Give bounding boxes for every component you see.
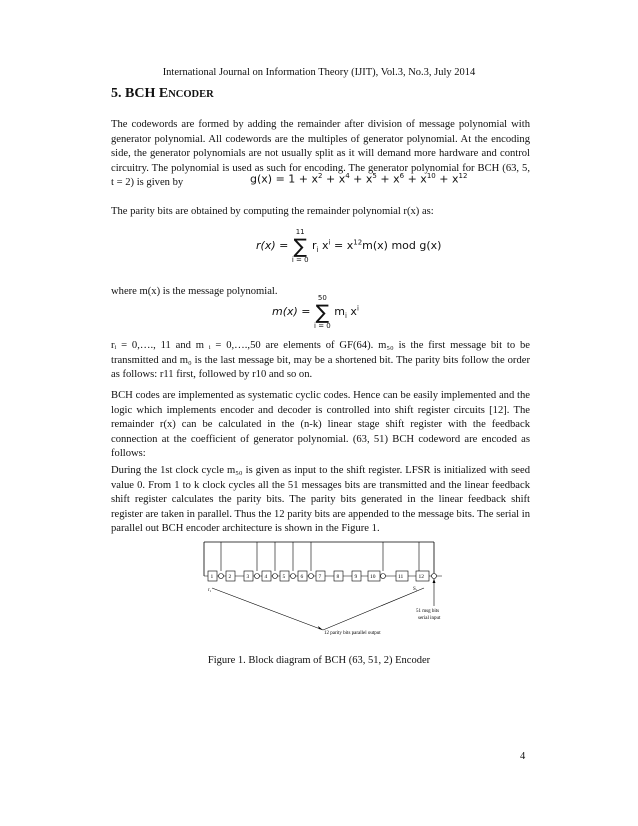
paragraph-elements: rᵢ = 0,…., 11 and m ᵢ = 0,….,50 are elements of GF(64). m₅₀ is the first message bit to be transmitted and m₀ is the last message bit, may be a shortened bit. The parity bits follow the order as follows: r11 first, followed by r10 and so on. [111, 340, 530, 381]
paragraph-message: where m(x) is the message polynomial. [111, 286, 278, 297]
page-number: 4 [520, 751, 526, 762]
equation-generator: $g(x) = 1 + x^2 + x^4 + x^5 + x^6 + x^{10} + x^{12}$ [250, 172, 468, 186]
xor-icon [273, 574, 278, 579]
xor-icon [255, 574, 260, 579]
section-title-rest: NCODER [168, 89, 214, 100]
summation-message: 50 ∑ i = 0 [314, 294, 331, 330]
xor-icon [219, 574, 224, 579]
label-input-serial: serial input [418, 616, 441, 621]
label-input: 51 msg bits [416, 609, 440, 614]
section-title-first: BCH E [125, 86, 169, 101]
paragraph-codewords: The codewords are formed by adding the remainder after division of message polynomial with generator polynomial. All codewords are the multiples of generator polynomial. At the encoding side, the generator polynomials are not usually split as it will demand more hardware and control circuitry. The polynomial is used as such for encoding. The generator polynomial for BCH (63, 5, t = 2) is given by [111, 119, 530, 189]
cell-label: 3 [246, 574, 250, 580]
xor-icon [381, 574, 386, 579]
cell-label: 12 [418, 574, 424, 580]
cell-label: 10 [370, 574, 376, 580]
cell-label: 2 [228, 574, 232, 580]
equation-message: m(x) = 50 ∑ i = 0 $m_i$ $x^i$ [272, 294, 359, 330]
label-output: 12 parity bits parallel output [324, 631, 381, 636]
figure-caption: Figure 1. Block diagram of BCH (63, 51, 2) Encoder [207, 655, 431, 666]
bch-encoder-block-diagram [198, 538, 448, 640]
cell-label: 7 [318, 574, 322, 580]
cell-label: 6 [300, 574, 304, 580]
xor-icon [432, 574, 437, 579]
cell-label: 8 [336, 574, 340, 580]
label-s1: S₁ [413, 587, 418, 592]
cell-label: 4 [264, 574, 268, 580]
xor-icon [309, 574, 314, 579]
label-r1: r₁ [208, 588, 212, 593]
section-heading [111, 86, 214, 102]
paragraph-parity: The parity bits are obtained by computing the remainder polynomial r(x) as: [111, 206, 434, 217]
paragraph-clock-cycle: During the 1st clock cycle m₅₀ is given as input to the shift register. LFSR is initialized with seed value 0. From 1 to k clock cycles all the 51 messages bits are transmitted and the linear feedback shift register calculates the parity bits. The parity bits generated in the linear feedback shift register are taken in parallel. Thus the 12 parity bits are appended to the message bits. The serial in parallel out BCH encoder architecture is shown in the Figure 1. [111, 465, 530, 535]
cell-label: 11 [398, 574, 404, 580]
cell-label: 1 [210, 574, 214, 580]
cell-label: 9 [354, 574, 358, 580]
equation-remainder: r(x) = 11 ∑ i = 0 $r_i$ $x^i = x^{12}m(x)$ mod g(x) [256, 228, 442, 264]
xor-icon [291, 574, 296, 579]
cell-label: 5 [282, 574, 286, 580]
section-number: 5. [111, 86, 122, 101]
summation-remainder: 11 ∑ i = 0 [291, 228, 309, 264]
paragraph-systematic: BCH codes are implemented as systematic cyclic codes. Hence can be easily implemented and the logic which implements encoder and decoder is controlled into shift register circuits [12]. The remainder r(x) can be calculated in the (n-k) linear stage shift register with the feedback connection at the coefficient of generator polynomial. (63, 51) BCH codeword are encoded as follows: [111, 390, 530, 460]
running-header: International Journal on Information Theory (IJIT), Vol.3, No.3, July 2014 [162, 67, 476, 78]
